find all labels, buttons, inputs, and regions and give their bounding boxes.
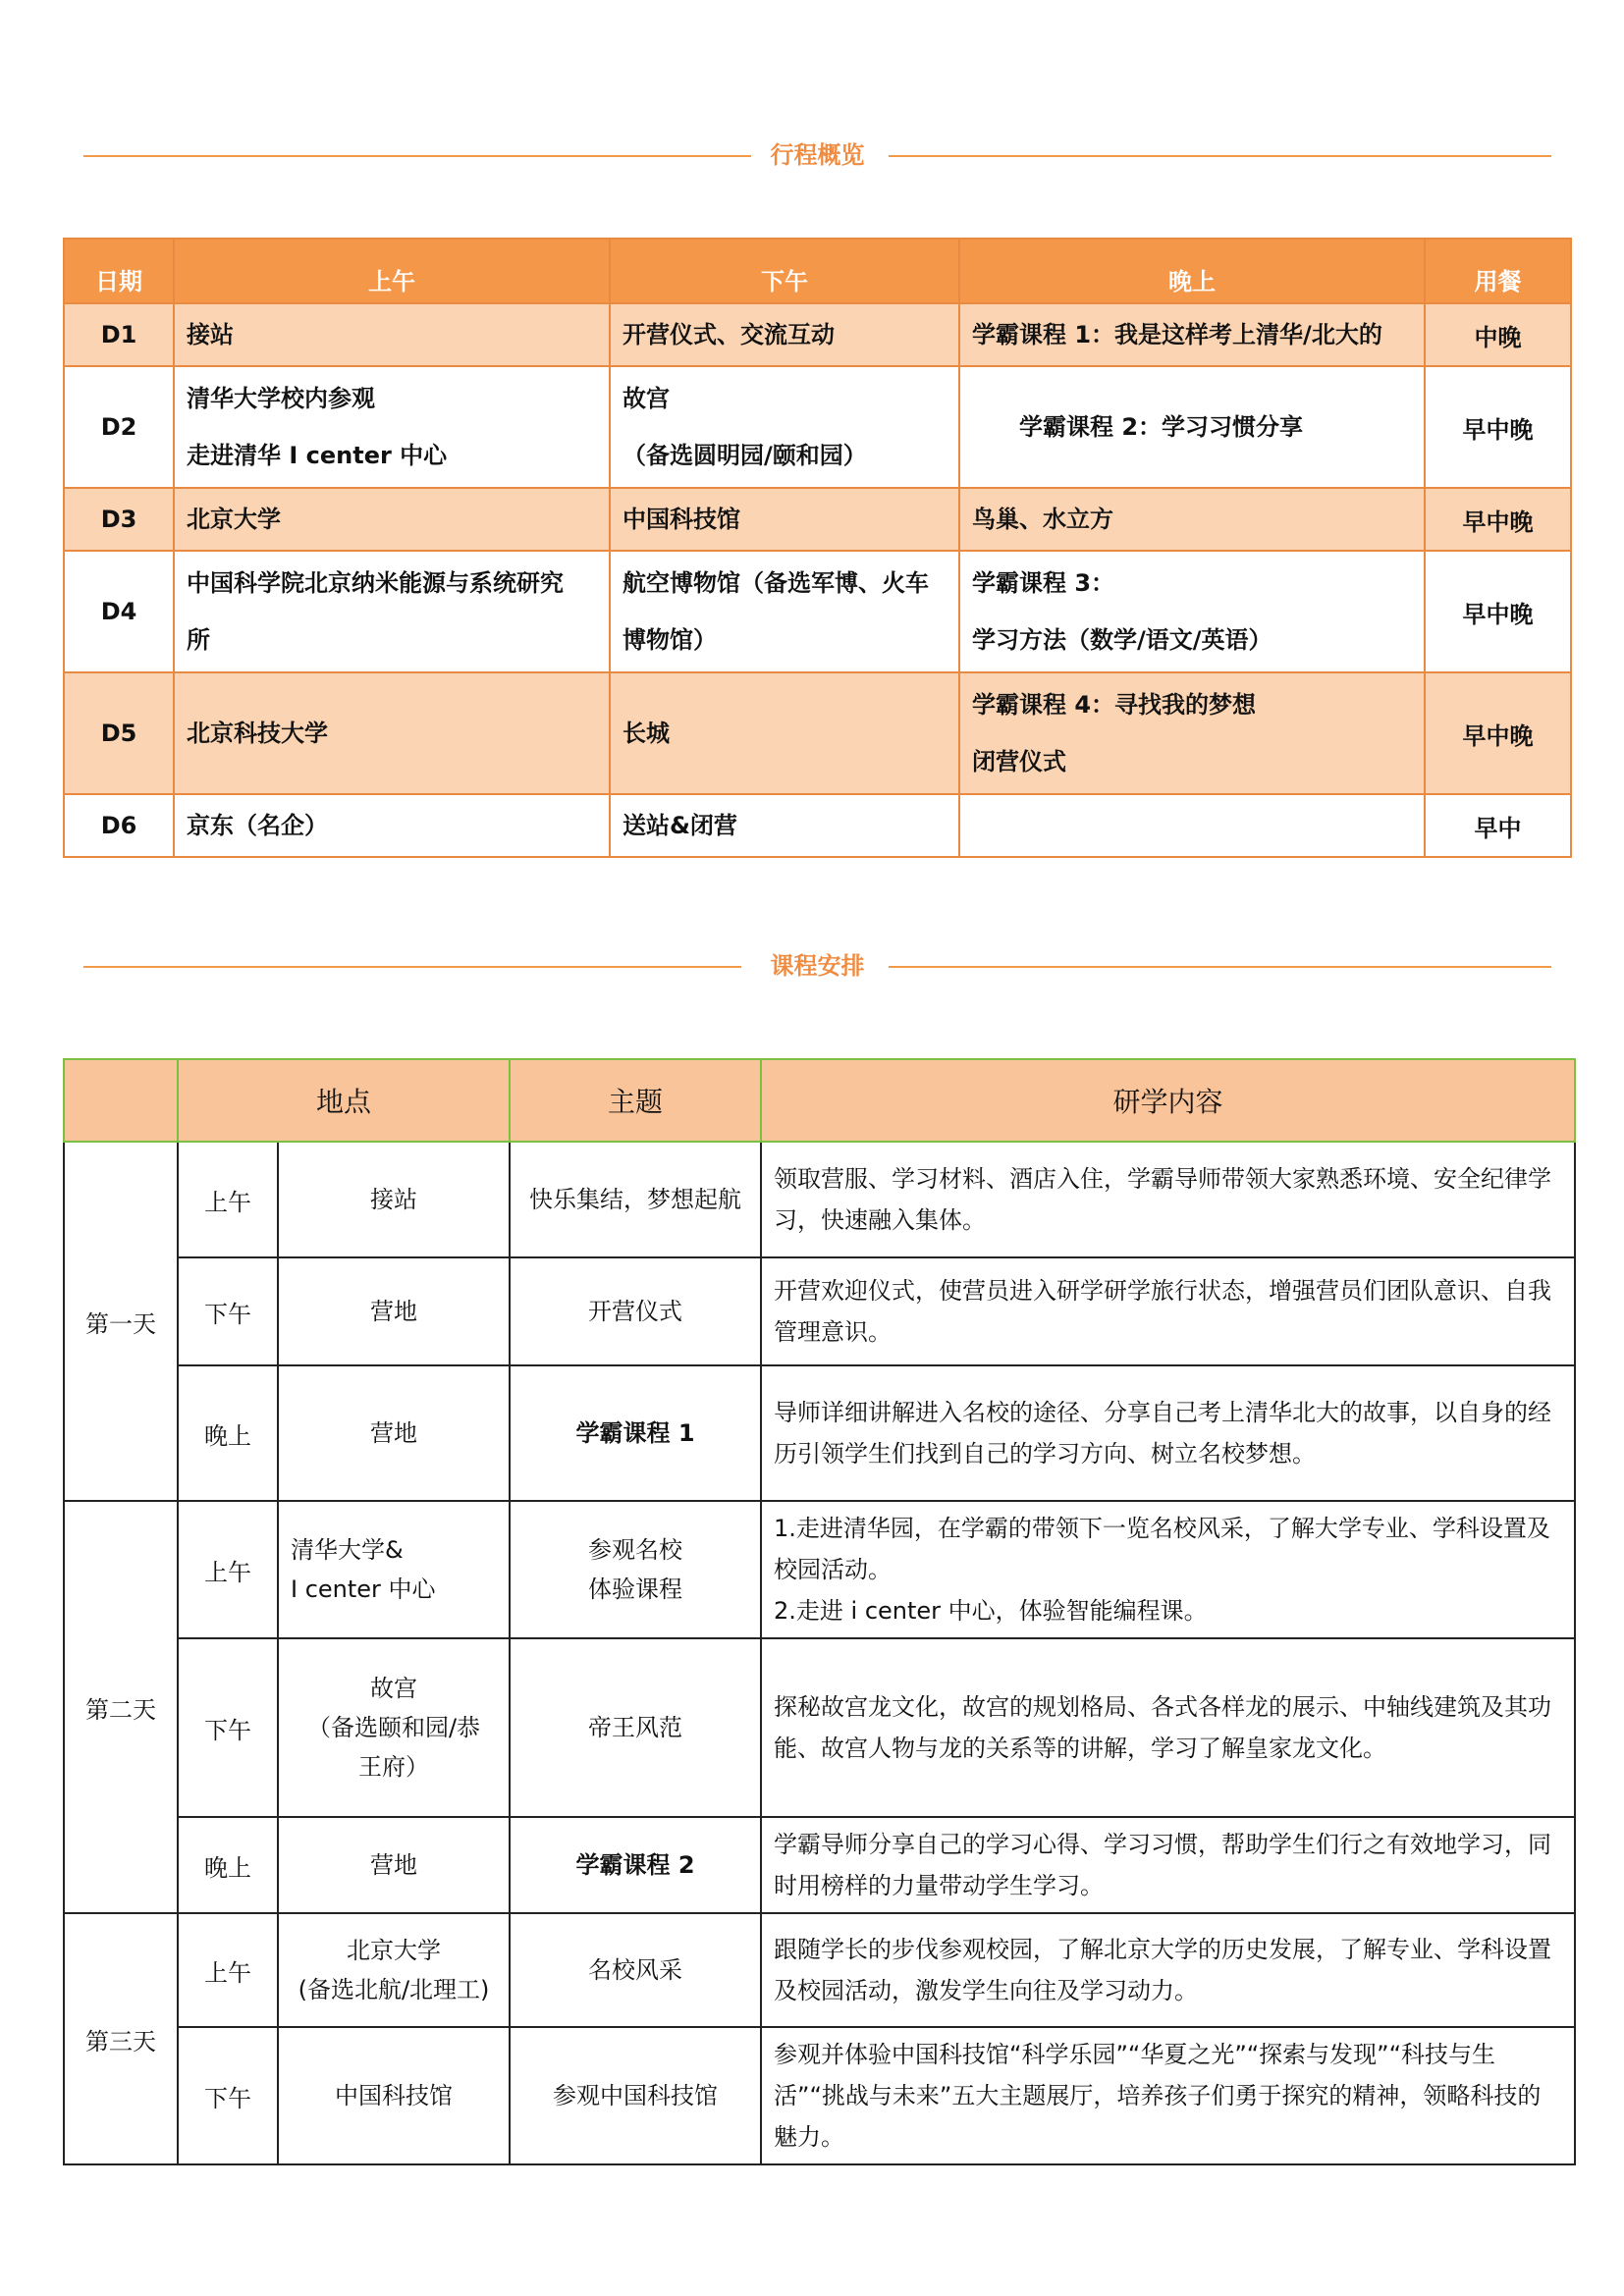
day-cell [64,303,174,366]
place-line: 王府） [358,1753,429,1781]
evening-cell-line: 学习方法（数学/语文/英语） [972,626,1272,654]
morning-cell-line: 京东（名企） [187,812,328,839]
place-line: 营地 [370,1298,417,1325]
header-meals: 用餐 [1425,239,1571,303]
place-line: 营地 [370,1419,417,1447]
day-cell [64,488,174,551]
afternoon-cell-line: 航空博物馆（备选军博、火车 [623,569,929,597]
morning-cell-line: 北京科技大学 [187,720,328,747]
period-cell: 下午 [178,1257,278,1365]
section-title-course: 课程安排 [753,952,883,980]
overview-row [64,488,1571,551]
evening-cell [959,488,1425,551]
day-cell [64,366,174,488]
place-cell [278,1501,510,1638]
course-row [64,1142,1575,1257]
theme-cell: 开营仪式 [510,1257,761,1365]
course-header-row [64,1059,1575,1142]
theme-cell: 参观中国科技馆 [510,2027,761,2164]
day-cell-text: D5 [100,720,137,747]
content-paragraph: 探秘故宫龙文化，故宫的规划格局、各式各样龙的展示、中轴线建筑及其功能、故宫人物与龙的关系等的讲解，学习了解皇家龙文化。 [774,1693,1552,1762]
meal-cell [1425,794,1571,857]
afternoon-cell [610,672,959,794]
afternoon-cell [610,488,959,551]
period-cell: 下午 [178,1638,278,1817]
header-day [64,1059,178,1142]
place-cell [278,1638,510,1817]
day-cell [64,551,174,672]
content-paragraph: 2.走进 i center 中心，体验智能编程课。 [774,1597,1208,1625]
theme-cell: 学霸课程 1 [510,1365,761,1501]
place-line: 接站 [370,1186,417,1213]
period-cell: 上午 [178,1913,278,2027]
content-cell [761,1501,1575,1638]
overview-header-row [64,239,1571,303]
overview-row [64,303,1571,366]
afternoon-cell-line: 长城 [623,720,670,747]
overview-row [64,794,1571,857]
header-theme: 主题 [510,1059,761,1142]
header-content: 研学内容 [761,1059,1575,1142]
morning-cell [174,488,610,551]
day-cell [64,672,174,794]
overview-row [64,366,1571,488]
header-evening: 晚上 [959,239,1425,303]
afternoon-cell [610,303,959,366]
section-header-course [83,946,1551,986]
afternoon-cell-line: 中国科技馆 [623,506,740,533]
theme-cell: 快乐集结，梦想起航 [510,1142,761,1257]
morning-cell-line: 所 [187,626,210,654]
meal-cell-text: 早中晚 [1462,600,1534,628]
section-header-overview [83,135,1551,175]
header-date: 日期 [64,239,174,303]
evening-cell [959,303,1425,366]
course-row [64,1501,1575,1638]
header-place: 地点 [178,1059,510,1142]
content-cell [761,1913,1575,2027]
place-line: (备选北航/北理工) [298,1976,490,2003]
content-paragraph: 学霸导师分享自己的学习心得、学习习惯，帮助学生们行之有效地学习，同时用榜样的力量带动学生学习。 [774,1831,1552,1899]
morning-cell [174,366,610,488]
meal-cell-text: 中晚 [1474,323,1522,351]
place-cell [278,2027,510,2164]
course-table [63,1058,1576,2165]
afternoon-cell-line: 开营仪式、交流互动 [623,321,835,348]
afternoon-cell-line: 送站&闭营 [623,812,737,839]
meal-cell-text: 早中晚 [1462,721,1534,750]
content-cell [761,1817,1575,1913]
content-paragraph: 1.走进清华园，在学霸的带领下一览名校风采，了解大学专业、学科设置及校园活动。 [774,1515,1550,1583]
morning-cell [174,672,610,794]
theme-cell: 学霸课程 2 [510,1817,761,1913]
place-cell [278,1142,510,1257]
day-cell-text: D2 [100,413,137,441]
day-cell-text: D6 [100,812,137,839]
day-label-cell: 第三天 [64,1913,178,2164]
place-line: 北京大学 [347,1937,441,1964]
evening-cell [959,366,1425,488]
meal-cell [1425,672,1571,794]
place-line: （备选颐和园/恭 [306,1714,481,1741]
meal-cell-text: 早中晚 [1462,415,1534,444]
overview-row [64,551,1571,672]
content-cell [761,1638,1575,1817]
morning-cell-line: 走进清华 I center 中心 [187,442,448,469]
morning-cell [174,551,610,672]
overview-row [64,672,1571,794]
day-cell-text: D4 [100,598,137,625]
content-paragraph: 跟随学长的步伐参观校园，了解北京大学的历史发展，了解专业、学科设置及校园活动，激发学生向往及学习动力。 [774,1936,1552,2004]
place-cell [278,1913,510,2027]
place-line: I center 中心 [291,1575,436,1603]
course-row [64,1365,1575,1501]
day-label-cell: 第一天 [64,1142,178,1501]
meal-cell-text: 早中 [1474,814,1522,842]
period-cell: 上午 [178,1501,278,1638]
afternoon-cell-line: 故宫 [623,385,670,412]
theme-cell: 帝王风范 [510,1638,761,1817]
afternoon-cell-line: （备选圆明园/颐和园） [623,442,867,469]
period-cell: 下午 [178,2027,278,2164]
meal-cell [1425,303,1571,366]
place-cell [278,1257,510,1365]
meal-cell-text: 早中晚 [1462,507,1534,536]
place-line: 中国科技馆 [335,2082,453,2109]
course-row [64,2027,1575,2164]
morning-cell [174,794,610,857]
afternoon-cell-line: 博物馆） [623,626,717,654]
place-cell [278,1365,510,1501]
course-row [64,1817,1575,1913]
period-cell: 晚上 [178,1365,278,1501]
theme-cell: 名校风采 [510,1913,761,2027]
course-row [64,1257,1575,1365]
evening-cell [959,672,1425,794]
place-line: 清华大学& [291,1536,404,1564]
place-line: 故宫 [370,1675,417,1702]
header-morning: 上午 [174,239,610,303]
day-cell [64,794,174,857]
content-cell [761,1142,1575,1257]
evening-cell-line: 学霸课程 2：学习习惯分享 [1019,413,1304,441]
place-line: 营地 [370,1851,417,1879]
content-paragraph: 开营欢迎仪式，使营员进入研学研学旅行状态，增强营员们团队意识、自我管理意识。 [774,1277,1552,1346]
evening-cell-line: 学霸课程 4：寻找我的梦想 [972,691,1257,719]
evening-cell-line: 闭营仪式 [972,748,1066,775]
header-afternoon: 下午 [610,239,959,303]
morning-cell-line: 中国科学院北京纳米能源与系统研究 [187,569,564,597]
theme-cell: 参观名校 体验课程 [510,1501,761,1638]
afternoon-cell [610,551,959,672]
content-paragraph: 导师详细讲解进入名校的途径、分享自己考上清华北大的故事，以自身的经历引领学生们找到自己的学习方向、树立名校梦想。 [774,1399,1552,1468]
morning-cell-line: 北京大学 [187,506,281,533]
evening-cell-line: 学霸课程 3： [972,569,1115,597]
evening-cell [959,794,1425,857]
course-row [64,1913,1575,2027]
content-paragraph: 参观并体验中国科技馆“科学乐园”“华夏之光”“探索与发现”“科技与生活”“挑战与未来”五大主题展厅，培养孩子们勇于探究的精神，领略科技的魅力。 [774,2041,1542,2151]
day-cell-text: D1 [100,321,137,348]
morning-cell-line: 清华大学校内参观 [187,385,375,412]
day-cell-text: D3 [100,506,137,533]
period-cell: 晚上 [178,1817,278,1913]
content-cell [761,1365,1575,1501]
overview-table [63,238,1572,858]
afternoon-cell [610,366,959,488]
content-paragraph: 领取营服、学习材料、酒店入住，学霸导师带领大家熟悉环境、安全纪律学习，快速融入集体。 [774,1165,1552,1234]
period-cell: 上午 [178,1142,278,1257]
section-title-overview: 行程概览 [753,141,883,169]
afternoon-cell [610,794,959,857]
morning-cell [174,303,610,366]
morning-cell-line: 接站 [187,321,234,348]
course-row [64,1638,1575,1817]
content-cell [761,2027,1575,2164]
meal-cell [1425,488,1571,551]
day-label-cell: 第二天 [64,1501,178,1913]
meal-cell [1425,551,1571,672]
evening-cell [959,551,1425,672]
place-cell [278,1817,510,1913]
evening-cell-line: 学霸课程 1：我是这样考上清华/北大的 [972,321,1382,348]
content-cell [761,1257,1575,1365]
meal-cell [1425,366,1571,488]
evening-cell-line: 鸟巢、水立方 [972,506,1113,533]
